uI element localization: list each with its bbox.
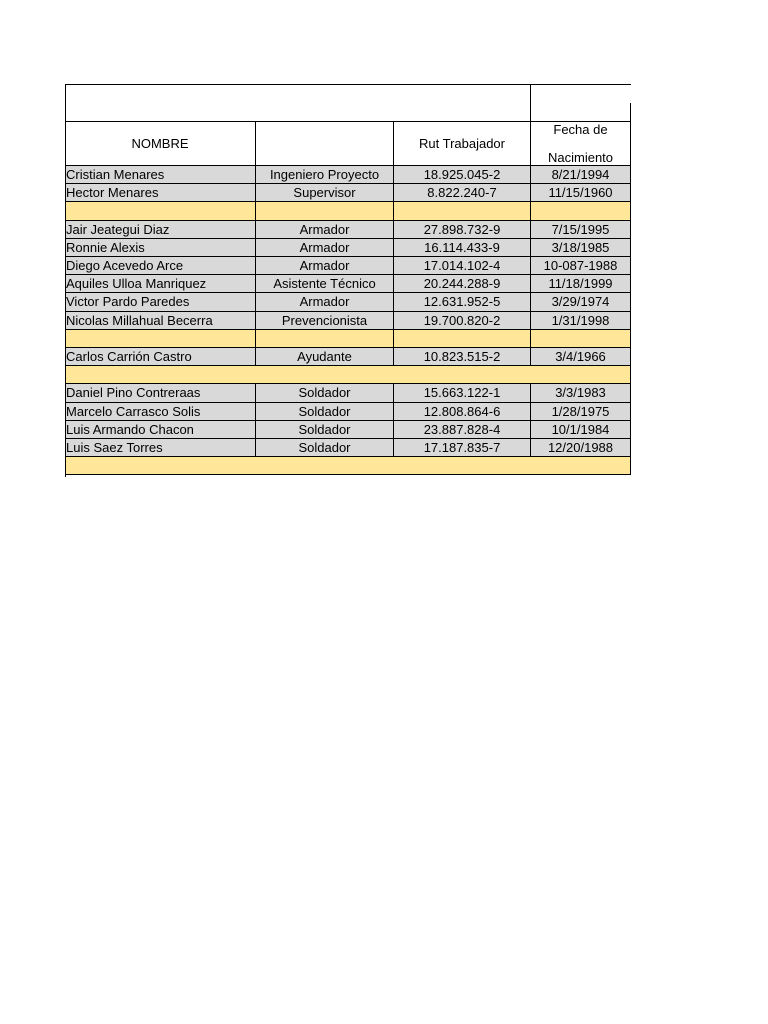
cell-fecha[interactable]: 11/18/1999 bbox=[531, 275, 631, 293]
title-merged-cell[interactable] bbox=[65, 84, 531, 122]
cell-rut[interactable]: 10.823.515-2 bbox=[394, 348, 531, 366]
cell-fecha[interactable]: 12/20/1988 bbox=[531, 439, 631, 457]
cell-cargo[interactable]: Armador bbox=[256, 293, 394, 311]
cell-fecha[interactable]: 3/18/1985 bbox=[531, 239, 631, 257]
cell-fecha[interactable]: 7/15/1995 bbox=[531, 221, 631, 239]
cell-rut[interactable]: 23.887.828-4 bbox=[394, 421, 531, 439]
spacer-cell[interactable] bbox=[256, 202, 394, 220]
spreadsheet-table bbox=[65, 84, 631, 477]
header-fecha-nacimiento[interactable] bbox=[531, 122, 631, 166]
title-cell-fecha[interactable] bbox=[531, 84, 631, 122]
spacer-cell[interactable] bbox=[394, 330, 531, 348]
cell-fecha[interactable]: 3/4/1966 bbox=[531, 348, 631, 366]
cell-rut[interactable]: 18.925.045-2 bbox=[394, 166, 531, 184]
cell-nombre[interactable]: Hector Menares bbox=[65, 184, 256, 202]
spacer-cell[interactable] bbox=[65, 330, 256, 348]
header-rut[interactable]: Rut Trabajador bbox=[394, 122, 531, 166]
spacer-row[interactable] bbox=[65, 366, 631, 384]
cell-cargo[interactable]: Prevencionista bbox=[256, 312, 394, 330]
cell-fecha[interactable]: 1/28/1975 bbox=[531, 403, 631, 421]
header-cargo[interactable] bbox=[256, 122, 394, 166]
cell-fecha[interactable]: 10-087-1988 bbox=[531, 257, 631, 275]
cell-nombre[interactable]: Daniel Pino Contreraas bbox=[65, 384, 256, 402]
spacer-cell[interactable] bbox=[394, 202, 531, 220]
cell-rut[interactable]: 19.700.820-2 bbox=[394, 312, 531, 330]
spacer-cell[interactable] bbox=[65, 202, 256, 220]
header-fecha-line2: Nacimiento bbox=[547, 149, 614, 165]
cell-cargo[interactable]: Asistente Técnico bbox=[256, 275, 394, 293]
cell-cargo[interactable]: Supervisor bbox=[256, 184, 394, 202]
cell-nombre[interactable]: Victor Pardo Paredes bbox=[65, 293, 256, 311]
spacer-cell[interactable] bbox=[531, 202, 631, 220]
header-fecha-line1: Fecha de bbox=[553, 122, 608, 137]
cell-fecha[interactable]: 3/29/1974 bbox=[531, 293, 631, 311]
cell-rut[interactable]: 17.187.835-7 bbox=[394, 439, 531, 457]
cell-nombre[interactable]: Marcelo Carrasco Solis bbox=[65, 403, 256, 421]
cell-cargo[interactable]: Armador bbox=[256, 221, 394, 239]
cell-cargo[interactable]: Soldador bbox=[256, 421, 394, 439]
cell-cargo[interactable]: Ingeniero Proyecto bbox=[256, 166, 394, 184]
cell-nombre[interactable]: Jair Jeategui Diaz bbox=[65, 221, 256, 239]
cell-cargo[interactable]: Armador bbox=[256, 239, 394, 257]
cell-fecha[interactable]: 1/31/1998 bbox=[531, 312, 631, 330]
cell-rut[interactable]: 15.663.122-1 bbox=[394, 384, 531, 402]
cell-rut[interactable]: 17.014.102-4 bbox=[394, 257, 531, 275]
cell-nombre[interactable]: Luis Saez Torres bbox=[65, 439, 256, 457]
header-nombre[interactable]: NOMBRE bbox=[65, 122, 256, 166]
spacer-row[interactable] bbox=[65, 457, 631, 475]
cell-fecha[interactable]: 3/3/1983 bbox=[531, 384, 631, 402]
cell-cargo[interactable]: Soldador bbox=[256, 403, 394, 421]
title-cell-divider bbox=[630, 103, 631, 122]
cell-nombre[interactable]: Cristian Menares bbox=[65, 166, 256, 184]
cell-nombre[interactable]: Carlos Carrión Castro bbox=[65, 348, 256, 366]
cell-rut[interactable]: 20.244.288-9 bbox=[394, 275, 531, 293]
cell-nombre[interactable]: Diego Acevedo Arce bbox=[65, 257, 256, 275]
cell-rut[interactable]: 12.631.952-5 bbox=[394, 293, 531, 311]
cell-nombre[interactable]: Nicolas Millahual Becerra bbox=[65, 312, 256, 330]
cell-cargo[interactable]: Ayudante bbox=[256, 348, 394, 366]
cell-nombre[interactable]: Luis Armando Chacon bbox=[65, 421, 256, 439]
cell-fecha[interactable]: 11/15/1960 bbox=[531, 184, 631, 202]
cell-rut[interactable]: 16.114.433-9 bbox=[394, 239, 531, 257]
cell-rut[interactable]: 12.808.864-6 bbox=[394, 403, 531, 421]
cell-rut[interactable]: 8.822.240-7 bbox=[394, 184, 531, 202]
spacer-cell[interactable] bbox=[531, 330, 631, 348]
cell-cargo[interactable]: Soldador bbox=[256, 439, 394, 457]
spacer-cell[interactable] bbox=[256, 330, 394, 348]
cell-cargo[interactable]: Armador bbox=[256, 257, 394, 275]
cell-nombre[interactable]: Ronnie Alexis bbox=[65, 239, 256, 257]
cell-fecha[interactable]: 10/1/1984 bbox=[531, 421, 631, 439]
cell-fecha[interactable]: 8/21/1994 bbox=[531, 166, 631, 184]
cell-cargo[interactable]: Soldador bbox=[256, 384, 394, 402]
cell-rut[interactable]: 27.898.732-9 bbox=[394, 221, 531, 239]
cell-nombre[interactable]: Aquiles Ulloa Manriquez bbox=[65, 275, 256, 293]
